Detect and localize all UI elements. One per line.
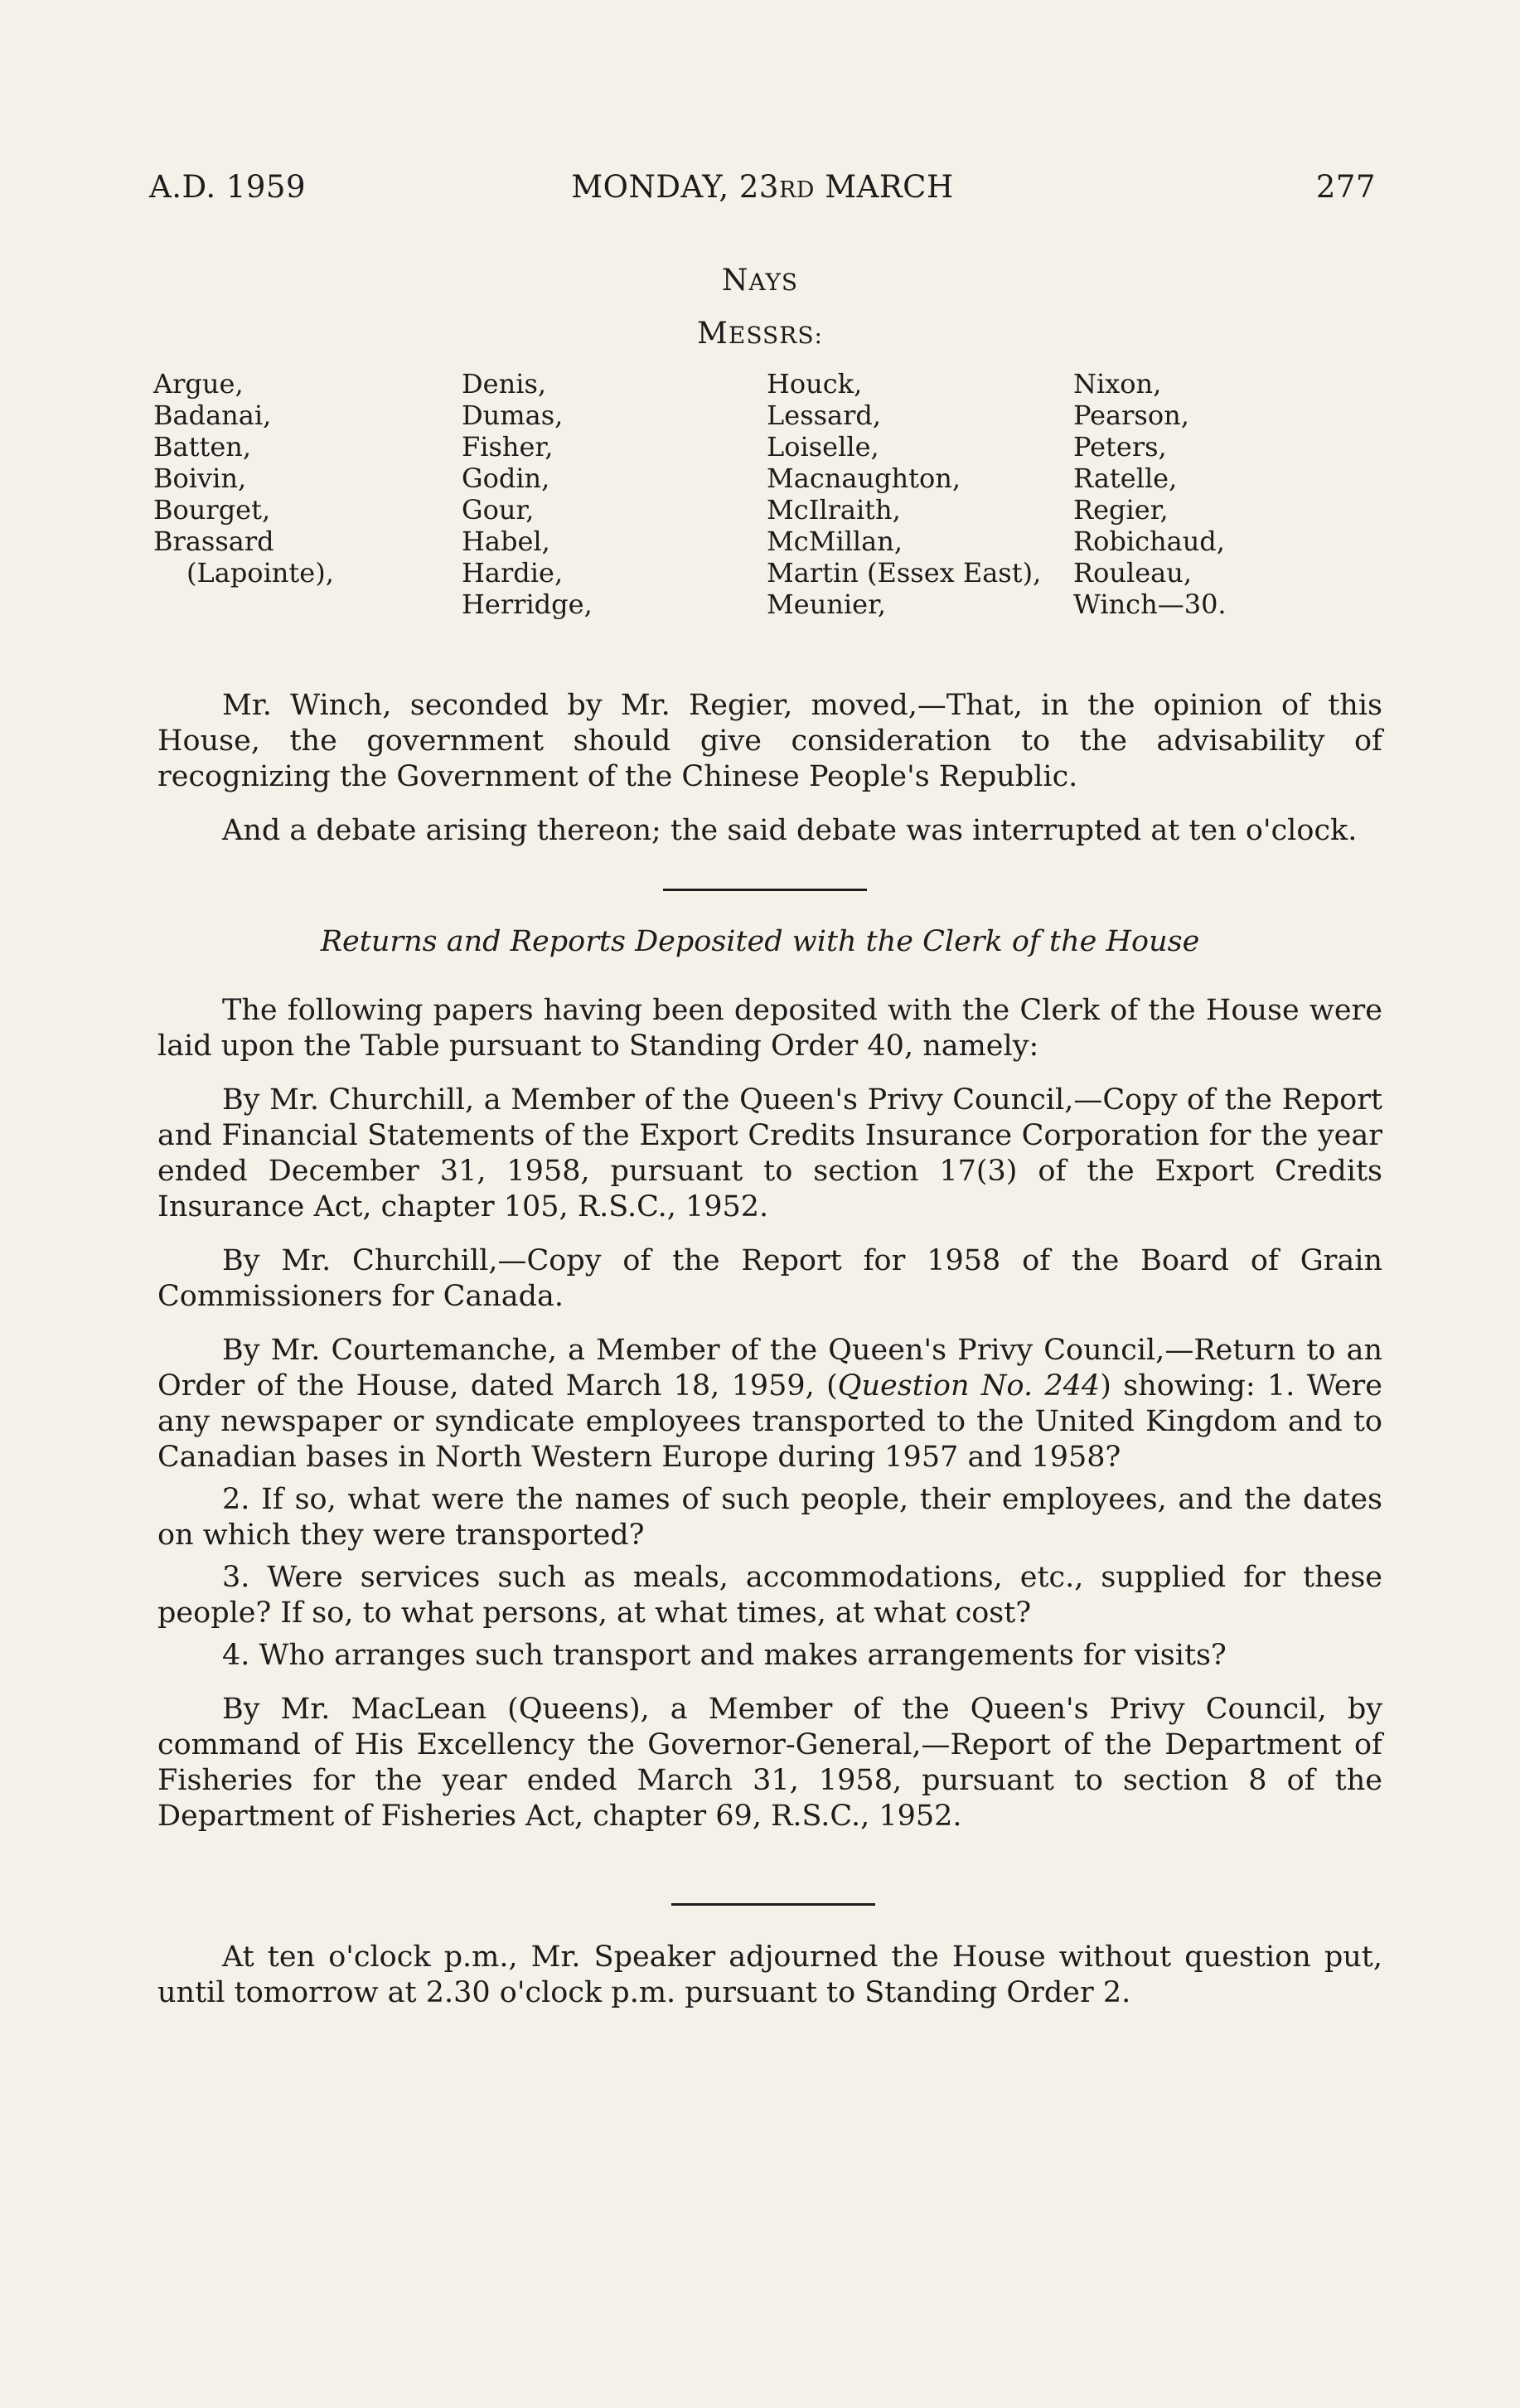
header-date: MONDAY, 23RD MARCH [571, 169, 954, 205]
names-column-2 [462, 368, 593, 620]
member-name: Habel, [462, 526, 550, 557]
page-header [149, 169, 1376, 211]
member-name: McIlraith, [767, 494, 901, 526]
adjournment-paragraph: At ten o'clock p.m., Mr. Speaker adjourned the House without question put, until tomorrow at 2.30 o'clock p.m. pursuant to Standing Order 2. [157, 1940, 1382, 2009]
member-name: McMillan, [767, 526, 903, 557]
section-divider [663, 889, 867, 891]
member-name: Bourget, [153, 494, 271, 526]
member-name: Robichaud, [1073, 526, 1225, 557]
question-number: Question No. 244 [837, 1369, 1101, 1403]
motion-section [157, 688, 1382, 867]
question-4: 4. Who arranges such transport and makes arrangements for visits? [222, 1639, 1227, 1672]
names-column-4 [1073, 368, 1227, 620]
member-name: Peters, [1073, 431, 1167, 463]
names-column-3 [767, 368, 1041, 620]
return-churchill-1: By Mr. Churchill, a Member of the Queen's Privy Council,—Copy of the Report and Financial Statements of the Export Credits Insurance Corporation for the year ended December 31, 1958, pursuant to section 17(3) of the Export Credits Insurance Act, chapter 105, R.S.C., 1952. [157, 1083, 1382, 1223]
member-name: Denis, [462, 368, 547, 400]
member-name: Macnaughton, [767, 463, 961, 494]
member-name: Regier, [1073, 494, 1169, 526]
question-3: 3. Were services such as meals, accommodations, etc., supplied for these people? If so, to what persons, at what times, at what cost? [157, 1561, 1382, 1630]
member-name: Argue, [153, 368, 244, 400]
nays-heading: NAYS [721, 264, 799, 298]
member-name: Badanai, [153, 400, 272, 431]
member-name: Brassard [153, 526, 274, 557]
member-name: Meunier, [767, 589, 887, 620]
member-name: Hardie, [462, 557, 564, 589]
header-year: A.D. 1959 [149, 169, 307, 205]
member-name: Fisher, [462, 431, 554, 463]
member-name: Lessard, [767, 400, 882, 431]
return-churchill-2: By Mr. Churchill,—Copy of the Report for 1958 of the Board of Grain Commissioners for Canada. [157, 1244, 1382, 1313]
names-column-1 [153, 368, 334, 589]
member-name: Nixon, [1073, 368, 1162, 400]
debate-paragraph: And a debate arising thereon; the said debate was interrupted at ten o'clock. [222, 814, 1358, 847]
member-name: Ratelle, [1073, 463, 1178, 494]
member-name: (Lapointe), [186, 557, 334, 589]
section-divider [671, 1903, 875, 1906]
member-name: Houck, [767, 368, 863, 400]
return-maclean: By Mr. MacLean (Queens), a Member of the Queen's Privy Council, by command of His Excellency the Governor-General,—Report of the Department of Fisheries for the year ended March 31, 1958, pursuant to section 8 of the Department of Fisheries Act, chapter 69, R.S.C., 1952. [157, 1693, 1382, 1833]
member-name: Dumas, [462, 400, 564, 431]
page-number: 277 [1315, 169, 1376, 205]
member-name: Pearson, [1073, 400, 1189, 431]
motion-paragraph: Mr. Winch, seconded by Mr. Regier, moved,—That, in the opinion of this House, the government should give consideration to the advisability of recognizing the Government of the Chinese People's Republic. [157, 689, 1382, 793]
question-2: 2. If so, what were the names of such people, their employees, and the dates on which they were transported? [157, 1483, 1382, 1552]
member-name: Boivin, [153, 463, 247, 494]
adjournment-section [157, 1940, 1382, 2029]
member-name: Loiselle, [767, 431, 879, 463]
member-name: Godin, [462, 463, 550, 494]
member-name: Martin (Essex East), [767, 557, 1042, 589]
returns-section-title: Returns and Reports Deposited with the Clerk of the House [320, 925, 1200, 958]
returns-section [157, 993, 1382, 1853]
return-courtemanche: By Mr. Courtemanche, a Member of the Queen's Privy Council,—Return to an Order of the House, dated March 18, 1959, (Question No. 244) showing: 1. Were any newspaper or syndicate employees transported to the United Kingdom and to Canadian bases in North Western Europe during 1957 and 1958? [157, 1334, 1383, 1474]
member-name: Gour, [462, 494, 535, 526]
returns-intro: The following papers having been deposited with the Clerk of the House were laid upon the Table pursuant to Standing Order 40, namely: [157, 994, 1382, 1063]
member-name: Herridge, [462, 589, 593, 620]
member-name: Winch—30. [1073, 589, 1227, 620]
messrs-heading: MESSRS: [697, 317, 823, 351]
member-name: Batten, [153, 431, 252, 463]
member-name: Rouleau, [1073, 557, 1192, 589]
